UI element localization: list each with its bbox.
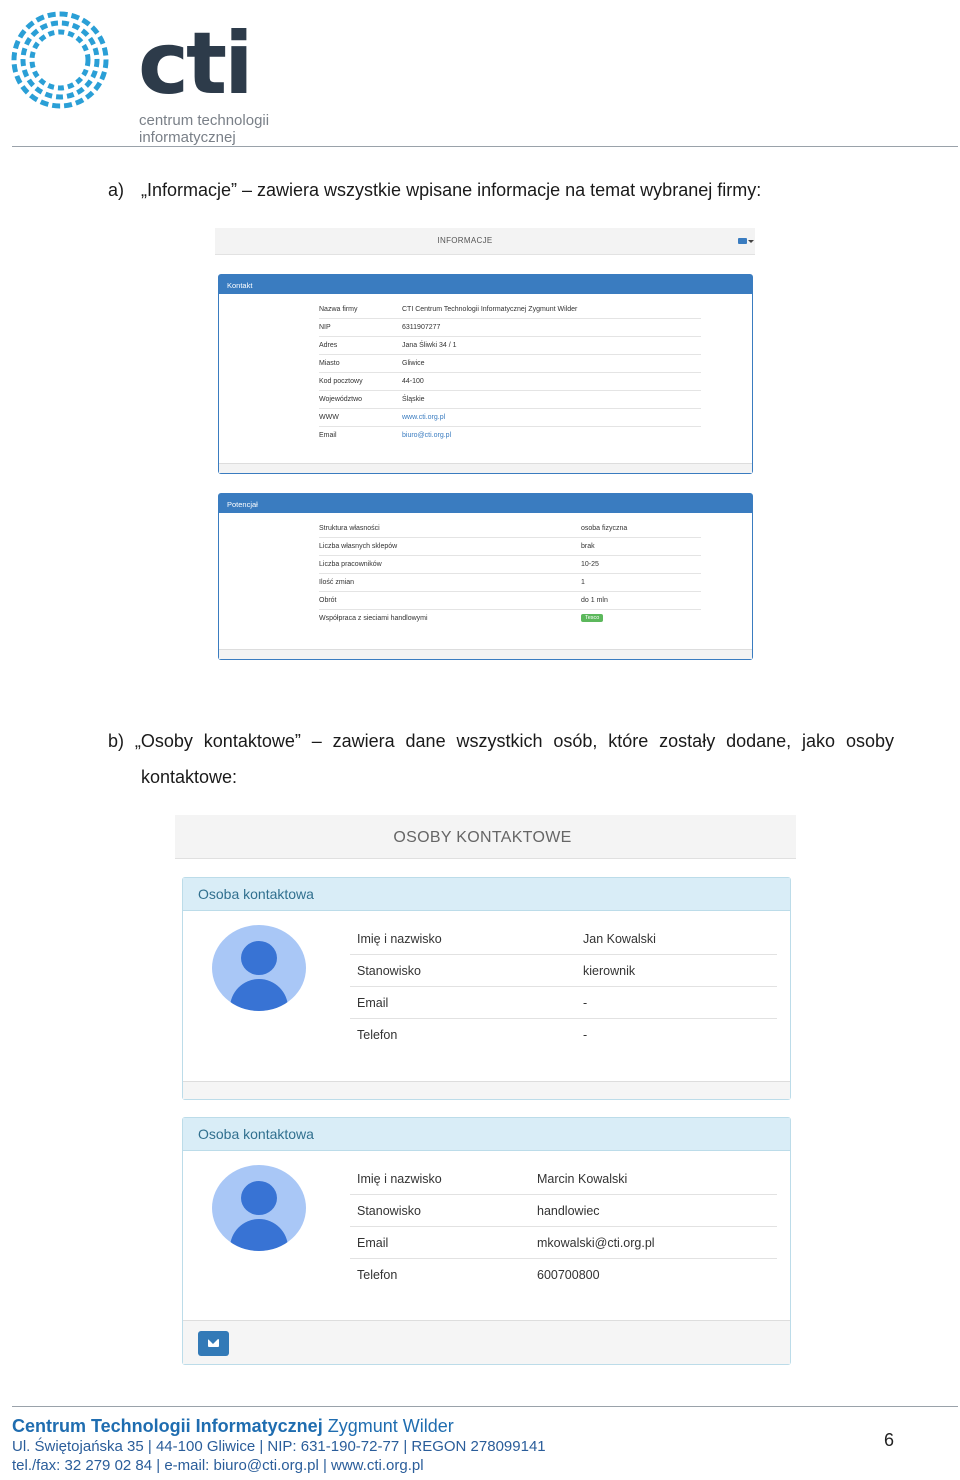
informacje-header-bar xyxy=(215,228,755,255)
avatar-icon xyxy=(212,1165,306,1251)
paragraph-b-line-1 xyxy=(108,723,894,759)
avatar-icon xyxy=(212,925,306,1011)
osoby-kontaktowe-screenshot xyxy=(175,815,796,1370)
kontakt-key: Email xyxy=(319,432,337,439)
contact-value: - xyxy=(583,1028,588,1042)
potencjal-row xyxy=(319,556,701,574)
contact-person-panel xyxy=(182,877,791,1100)
potencjal-value: 10-25 xyxy=(581,561,599,568)
informacje-title: INFORMACJE xyxy=(437,236,493,245)
contact-row xyxy=(350,1195,777,1227)
paragraph-b-word: wszystkich xyxy=(456,731,543,751)
kontakt-key: Kod pocztowy xyxy=(319,378,363,385)
contact-value: 600700800 xyxy=(537,1268,600,1282)
contact-key: Stanowisko xyxy=(357,1204,421,1218)
contact-row xyxy=(350,1019,777,1051)
kontakt-key: Adres xyxy=(319,342,338,349)
contact-value: Marcin Kowalski xyxy=(537,1172,628,1186)
kontakt-row xyxy=(319,301,701,319)
contact-row xyxy=(350,987,777,1019)
kontakt-value: 6311907277 xyxy=(402,324,441,331)
paragraph-b-word: kontaktowe” xyxy=(203,731,301,751)
potencjal-row xyxy=(319,574,701,592)
potencjal-row xyxy=(319,592,701,610)
kontakt-key: NIP xyxy=(319,324,331,331)
kontakt-value: 44-100 xyxy=(402,378,424,385)
potencjal-key: Liczba pracowników xyxy=(319,561,382,568)
contact-person-footer xyxy=(183,1081,790,1099)
company-logo xyxy=(10,10,270,146)
contact-person-title: Osoba kontaktowa xyxy=(183,878,790,911)
paragraph-b-word: zawiera xyxy=(332,731,395,751)
footer-company xyxy=(12,1415,546,1437)
paragraph-b-word: dodane, xyxy=(726,731,792,751)
potencjal-value: 1 xyxy=(581,579,585,586)
informacje-screenshot xyxy=(215,228,755,663)
kontakt-row xyxy=(319,391,701,409)
contact-key: Telefon xyxy=(357,1268,398,1282)
potencjal-key: Liczba własnych sklepów xyxy=(319,543,398,550)
potencjal-row xyxy=(319,520,701,538)
footer-divider xyxy=(12,1406,958,1407)
footer-company-bold: Centrum Technologii Informatycznej xyxy=(12,1416,323,1436)
kontakt-panel-title: Kontakt xyxy=(219,275,752,294)
logo-subtitle-line-1: centrum technologii xyxy=(139,112,270,129)
caret-down-icon[interactable] xyxy=(748,240,754,243)
contact-key: Telefon xyxy=(357,1028,398,1042)
footer-contact: tel./fax: 32 279 02 84 | e-mail: biuro@cti.org.pl | www.cti.org.pl xyxy=(12,1457,424,1474)
paragraph-b-word: zostały xyxy=(659,731,716,751)
potencjal-row xyxy=(319,538,701,556)
contact-value: kierownik xyxy=(583,964,636,978)
kontakt-value: Jana Śliwki 34 / 1 xyxy=(402,342,457,349)
potencjal-panel xyxy=(218,493,753,660)
contact-value: handlowiec xyxy=(537,1204,600,1218)
email-link[interactable]: biuro@cti.org.pl xyxy=(402,432,452,439)
kontakt-row xyxy=(319,319,701,337)
contact-value: - xyxy=(583,996,588,1010)
page-footer xyxy=(12,1415,546,1475)
potencjal-key: Struktura własności xyxy=(319,525,380,532)
footer-address: Ul. Świętojańska 35 | 44-100 Gliwice | NIP: 631-190-72-77 | REGON 278099141 xyxy=(12,1438,546,1455)
kontakt-key: Nazwa firmy xyxy=(319,306,358,313)
potencjal-value: do 1 mln xyxy=(581,597,608,604)
kontakt-panel xyxy=(218,274,753,474)
paragraph-b-word: „Osoby xyxy=(134,731,193,751)
website-link[interactable]: www.cti.org.pl xyxy=(402,414,446,421)
kontakt-row xyxy=(319,427,701,445)
envelope-icon[interactable] xyxy=(738,238,747,244)
kontakt-value: Gliwice xyxy=(402,360,425,367)
kontakt-value: CTI Centrum Technologii Informatycznej Zygmunt Wilder xyxy=(402,306,578,313)
paragraph-b-word: dane xyxy=(405,731,446,751)
paragraph-b-word: osoby xyxy=(845,731,894,751)
paragraph-a-label: a) xyxy=(108,180,125,200)
paragraph-b-word: jako xyxy=(802,731,836,751)
potencjal-value: brak xyxy=(581,543,595,550)
kontakt-row xyxy=(319,409,701,427)
potencjal-panel-footer xyxy=(219,649,752,659)
potencjal-panel-title: Potencjał xyxy=(219,494,752,513)
logo-wordmark: cti xyxy=(138,14,251,114)
osoby-title: OSOBY KONTAKTOWE xyxy=(393,829,572,846)
paragraph-b-word: – xyxy=(311,731,322,751)
contact-row xyxy=(350,1227,777,1259)
potencjal-key: Ilość zmian xyxy=(319,579,355,586)
paragraph-b-word: osób, xyxy=(553,731,598,751)
contact-value: mkowalski@cti.org.pl xyxy=(537,1236,655,1250)
kontakt-value: Śląskie xyxy=(402,396,425,403)
paragraph-a xyxy=(108,172,761,208)
kontakt-key: WWW xyxy=(319,414,339,421)
footer-company-rest: Zygmunt Wilder xyxy=(322,1416,454,1436)
kontakt-row xyxy=(319,337,701,355)
kontakt-key: Województwo xyxy=(319,396,363,403)
paragraph-b-line-2: kontaktowe: xyxy=(141,767,238,787)
potencjal-value: osoba fizyczna xyxy=(581,525,628,532)
contact-key: Imię i nazwisko xyxy=(357,932,442,946)
potencjal-key: Obrót xyxy=(319,597,337,604)
contact-row xyxy=(350,1259,777,1291)
paragraph-b-word: które xyxy=(608,731,649,751)
contact-row xyxy=(350,955,777,987)
paragraph-a-text: „Informacje” – zawiera wszystkie wpisane informacje na temat wybranej firmy: xyxy=(141,180,762,200)
cti-ring-icon xyxy=(10,10,114,114)
potencjal-row xyxy=(319,610,701,628)
contact-person-title: Osoba kontaktowa xyxy=(183,1118,790,1151)
kontakt-row xyxy=(319,355,701,373)
contact-key: Email xyxy=(357,996,389,1010)
page-number: 6 xyxy=(884,1430,895,1450)
header-divider xyxy=(12,146,958,147)
logo-subtitle xyxy=(139,112,279,146)
tesco-badge: Tesco xyxy=(581,614,603,622)
kontakt-panel-footer xyxy=(219,463,752,473)
paragraph-b-label: b) xyxy=(108,731,125,751)
contact-key: Email xyxy=(357,1236,389,1250)
contact-key: Stanowisko xyxy=(357,964,421,978)
contact-value: Jan Kowalski xyxy=(583,932,656,946)
kontakt-row xyxy=(319,373,701,391)
contact-person-panel xyxy=(182,1117,791,1365)
contact-row xyxy=(350,923,777,955)
kontakt-key: Miasto xyxy=(319,360,340,367)
potencjal-key: Współpraca z sieciami handlowymi xyxy=(319,615,428,622)
contact-person-footer xyxy=(183,1320,790,1364)
contact-row xyxy=(350,1163,777,1195)
contact-key: Imię i nazwisko xyxy=(357,1172,442,1186)
osoby-header-bar xyxy=(175,815,796,859)
send-email-button[interactable] xyxy=(198,1331,229,1356)
paragraph-b xyxy=(108,723,894,795)
logo-subtitle-line-2: informatycznej xyxy=(139,129,236,146)
